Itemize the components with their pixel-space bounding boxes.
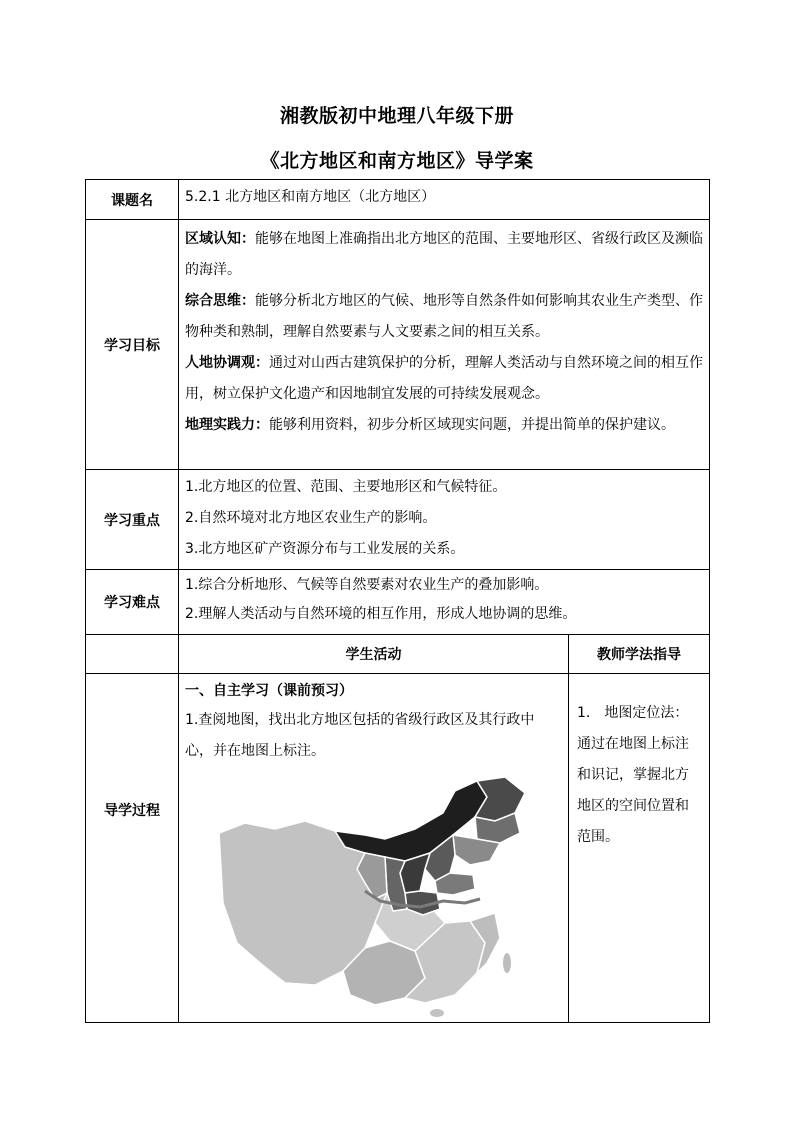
document-title: 湘教版初中地理八年级下册 [279, 105, 514, 127]
goals-row [86, 220, 710, 470]
key-points-row [86, 470, 710, 570]
topic-label: 课题名 [86, 180, 179, 220]
process-label: 导学过程 [86, 674, 179, 1023]
student-activity-header: 学生活动 [179, 635, 569, 674]
difficulties-row [86, 570, 710, 635]
china-map-image [215, 773, 545, 1018]
key-point-item: 3.北方地区矿产资源分布与工业发展的关系。 [185, 541, 465, 557]
difficulty-item: 2.理解人类活动与自然环境的相互作用，形成人地协调的思维。 [185, 606, 577, 622]
task-text: 1.查阅地图，找出北方地区包括的省级行政区及其行政中心，并在地图上标注。 [185, 712, 535, 759]
teacher-guidance-header: 教师学法指导 [569, 635, 710, 674]
section-title: 一、自主学习（课前预习） [185, 683, 353, 699]
document-subtitle: 《北方地区和南方地区》导学案 [260, 150, 534, 172]
goals-content [179, 220, 709, 445]
key-point-item: 2.自然环境对北方地区农业生产的影响。 [185, 510, 437, 526]
goal-item: 人地协调观：通过对山西古建筑保护的分析，理解人类活动与自然环境之间的相互作用，树立保护文化遗产和因地制宜发展的可持续发展观念。 [185, 355, 703, 402]
goals-label: 学习目标 [86, 220, 179, 470]
map-region-hainan [430, 1009, 444, 1017]
difficulties-label: 学习难点 [86, 570, 179, 635]
north-china-map [215, 773, 545, 1018]
topic-row [86, 180, 710, 220]
map-region-taiwan [503, 953, 511, 973]
teacher-tip: 1. 地图定位法：通过在地图上标注和识记，掌握北方地区的空间位置和范围。 [577, 705, 689, 845]
key-point-item: 1.北方地区的位置、范围、主要地形区和气候特征。 [185, 479, 507, 495]
activity-header-row [86, 635, 710, 674]
difficulty-item: 1.综合分析地形、气候等自然要素对农业生产的叠加影响。 [185, 577, 549, 593]
topic-value: 5.2.1 北方地区和南方地区（北方地区） [185, 189, 436, 205]
goal-item: 区域认知：能够在地图上准确指出北方地区的范围、主要地形区、省级行政区及濒临的海洋。 [185, 231, 703, 278]
key-points-label: 学习重点 [86, 470, 179, 570]
study-guide-table [85, 179, 710, 1023]
goal-item: 地理实践力：能够利用资料，初步分析区域现实问题，并提出简单的保护建议。 [185, 417, 675, 433]
process-row [86, 674, 710, 1023]
goal-item: 综合思维：能够分析北方地区的气候、地形等自然条件如何影响其农业生产类型、作物种类和熟制，理解自然要素与人文要素之间的相互关系。 [185, 293, 703, 340]
